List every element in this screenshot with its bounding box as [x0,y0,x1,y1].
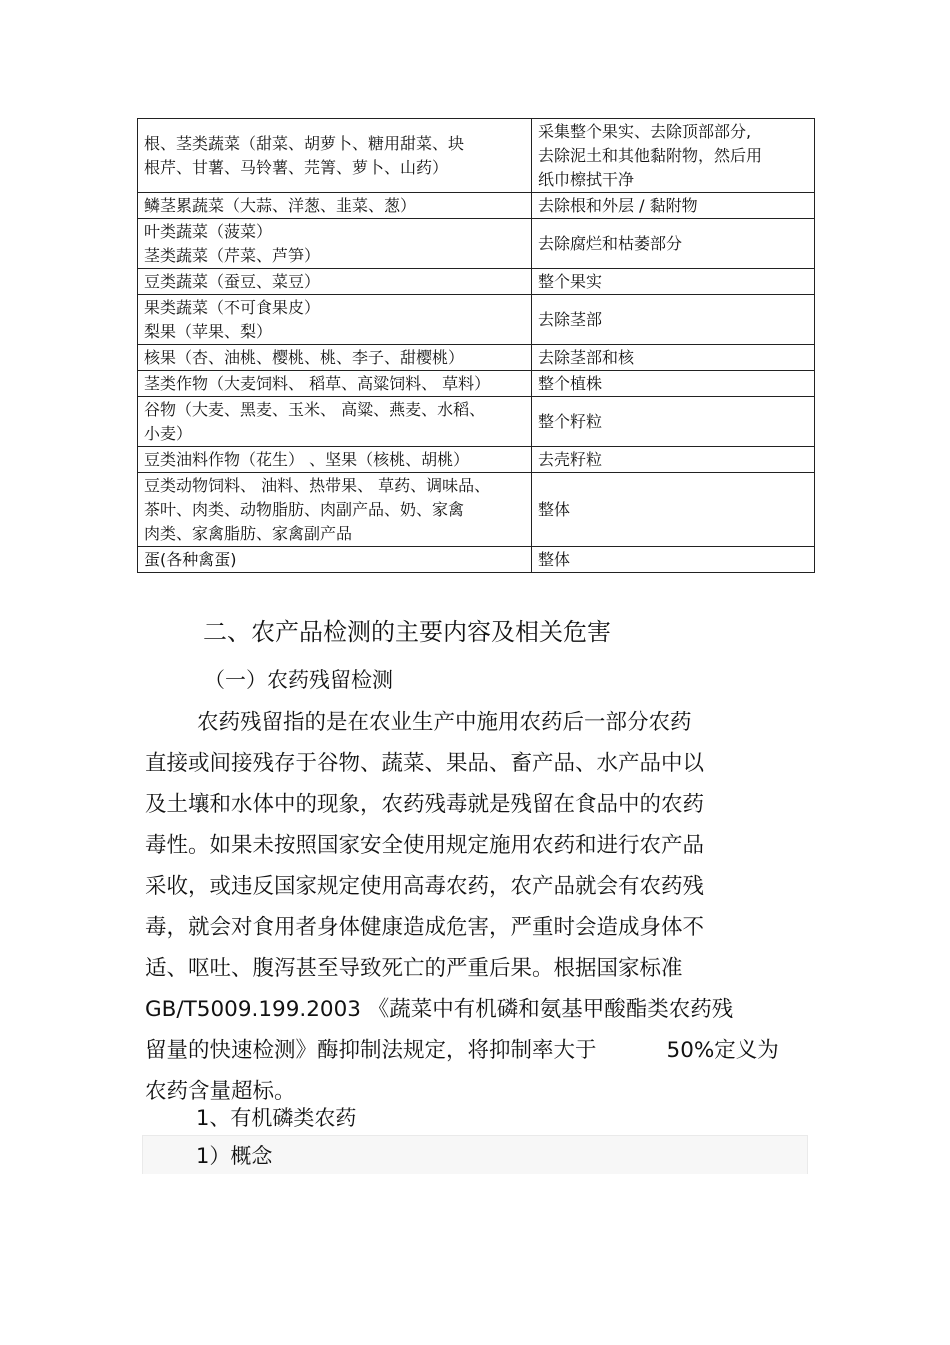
table-row [138,269,815,295]
item-heading: 1、有机磷类农药 [196,1106,357,1130]
cell-line: 肉类、家禽脂肪、家禽副产品 [144,524,353,543]
cell-line: 整体 [538,500,571,519]
cell-line: 茎类作物（大麦饲料、 稻草、高粱饲料、 草料） [144,374,491,393]
cell-line: 去除茎部 [538,310,603,329]
table-row [138,547,815,573]
cell-line: 整个籽粒 [538,412,603,431]
commodity-cell [138,473,532,547]
paragraph-line: 直接或间接残存于谷物、蔬菜、果品、畜产品、水产品中以 [145,751,705,776]
paragraph-line-part: 50%定义为 [666,1038,779,1063]
commodity-cell [138,295,532,345]
commodity-cell [138,547,532,573]
table-row [138,473,815,547]
commodity-cell [138,371,532,397]
section-heading: 二、农产品检测的主要内容及相关危害 [203,618,611,646]
cell-line: 小麦） [144,424,193,443]
sample-part-cell [532,345,815,371]
paragraph-line: 农药含量超标。 [145,1079,296,1104]
table-row [138,295,815,345]
cell-line: 根芹、甘薯、马铃薯、芫箐、萝卜、山药） [144,158,449,177]
sample-part-cell [532,193,815,219]
sample-part-cell [532,473,815,547]
table-row [138,193,815,219]
cell-line: 采集整个果实、去除顶部部分, [538,122,752,141]
paragraph-line [145,1030,805,1071]
cell-line: 梨果（苹果、梨） [144,322,273,341]
commodity-cell [138,119,532,193]
cell-line: 去壳籽粒 [538,450,603,469]
sample-part-cell [532,119,815,193]
cell-line: 整个果实 [538,272,603,291]
cell-line: 整体 [538,550,571,569]
paragraph-line: 采收，或违反国家规定使用高毒农药，农产品就会有农药残 [145,874,705,899]
sample-part-cell [532,269,815,295]
cell-line: 豆类动物饲料、 油料、热带果、 草药、调味品、 [144,476,491,495]
cell-line: 去除根和外层 / 黏附物 [538,196,698,215]
commodity-cell [138,397,532,447]
sample-preparation-table [137,118,815,573]
table-row [138,397,815,447]
table-row [138,371,815,397]
cell-line: 叶类蔬菜（菠菜） [144,222,273,241]
commodity-cell [138,219,532,269]
cell-line: 核果（杏、油桃、樱桃、桃、李子、甜樱桃） [144,348,465,367]
table-row [138,345,815,371]
cell-line: 根、茎类蔬菜（甜菜、胡萝卜、糖用甜菜、块 [144,134,465,153]
cell-line: 去除泥土和其他黏附物，然后用 [538,146,763,165]
sample-part-cell [532,219,815,269]
cell-line: 茎类蔬菜（芹菜、芦笋） [144,246,321,265]
cell-line: 豆类油料作物（花生） 、坚果（核桃、胡桃） [144,450,470,469]
body-paragraph [145,702,805,1112]
table-row [138,119,815,193]
paragraph-line: 毒，就会对食用者身体健康造成危害，严重时会造成身体不 [145,915,705,940]
sample-part-cell [532,371,815,397]
paragraph-line: 及土壤和水体中的现象，农药残毒就是残留在食品中的农药 [145,792,705,817]
cell-line: 去除腐烂和枯萎部分 [538,234,683,253]
table-row [138,219,815,269]
cell-line: 纸巾檫拭干净 [538,170,635,189]
sample-part-cell [532,397,815,447]
cell-line: 谷物（大麦、黑麦、玉米、 高粱、燕麦、水稻、 [144,400,486,419]
cell-line: 去除茎部和核 [538,348,635,367]
subsection-heading: （一）农药残留检测 [204,668,393,692]
sample-part-cell [532,547,815,573]
cell-line: 整个植株 [538,374,603,393]
commodity-cell [138,269,532,295]
cell-line: 蛋(各种禽蛋) [144,550,237,569]
paragraph-line: 毒性。如果未按照国家安全使用规定施用农药和进行农产品 [145,833,705,858]
cell-line: 鳞茎累蔬菜（大蒜、洋葱、韭菜、葱） [144,196,417,215]
commodity-cell [138,193,532,219]
commodity-cell [138,447,532,473]
commodity-cell [138,345,532,371]
cell-line: 豆类蔬菜（蚕豆、菜豆） [144,272,321,291]
sample-part-cell [532,447,815,473]
cell-line: 茶叶、肉类、动物脂肪、肉副产品、奶、家禽 [144,500,465,519]
table-row [138,447,815,473]
table-body [138,119,815,573]
paragraph-line: 适、呕吐、腹泻甚至导致死亡的严重后果。根据国家标准 [145,956,683,981]
paragraph-line-part: 留量的快速检测》酶抑制法规定，将抑制率大于 [145,1038,597,1063]
cell-line: 果类蔬菜（不可食果皮） [144,298,321,317]
sample-part-cell [532,295,815,345]
item-subheading: 1）概念 [196,1144,273,1168]
paragraph-line: GB/T5009.199.2003 《蔬菜中有机磷和氨基甲酸酯类农药残 [145,997,734,1022]
paragraph-line: 农药残留指的是在农业生产中施用农药后一部分农药 [197,710,692,735]
